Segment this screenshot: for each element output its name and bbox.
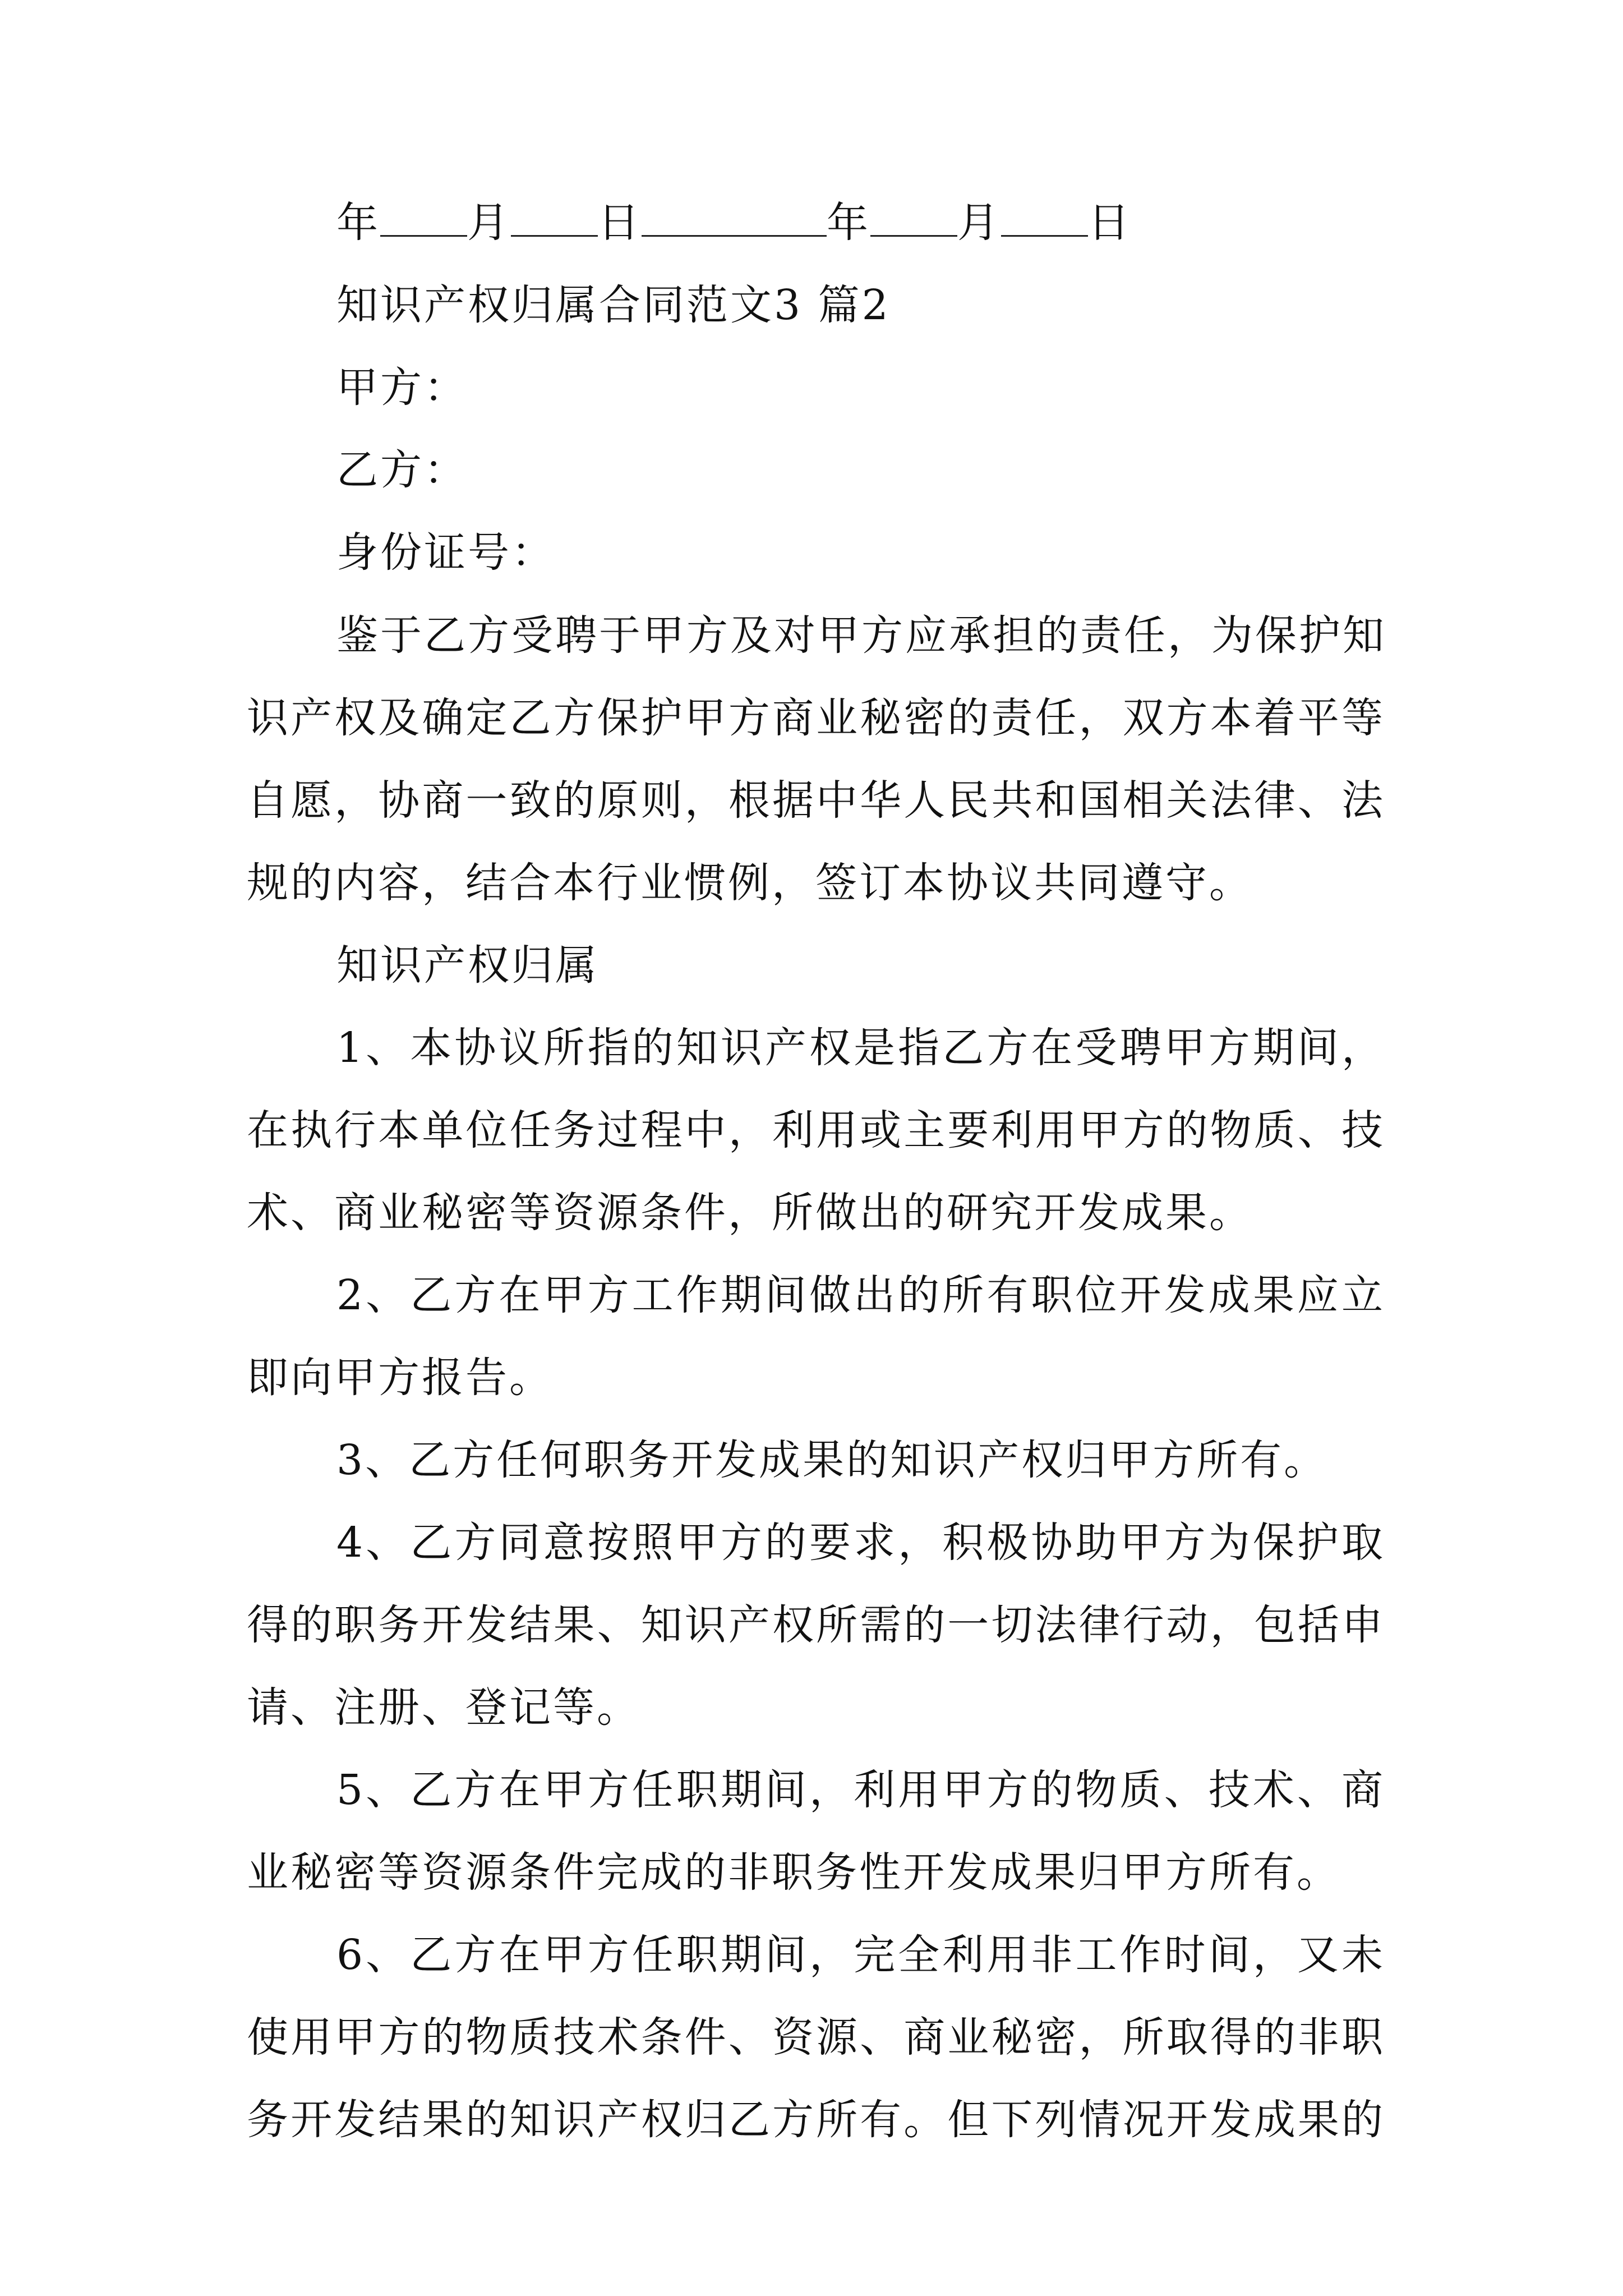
day-label: 日 xyxy=(1088,199,1132,247)
paragraph-line: 自愿，协商一致的原则，根据中华人民共和国相关法律、法 xyxy=(247,776,1385,825)
month-label: 月 xyxy=(467,199,511,247)
id-number-label: 身份证号： xyxy=(336,528,555,577)
document-title: 知识产权归属合同范文3 篇2 xyxy=(336,281,891,329)
party-a-label: 甲方： xyxy=(336,364,468,412)
paragraph-line: 使用甲方的物质技术条件、资源、商业秘密，所取得的非职 xyxy=(247,2013,1385,2062)
paragraph-line: 鉴于乙方受聘于甲方及对甲方应承担的责任，为保护知 xyxy=(336,611,1386,660)
month-label: 月 xyxy=(957,199,1001,247)
paragraph-line: 业秘密等资源条件完成的非职务性开发成果归甲方所有。 xyxy=(247,1848,1340,1897)
day-label: 日 xyxy=(598,199,642,247)
paragraph-line: 规的内容，结合本行业惯例，签订本协议共同遵守。 xyxy=(247,859,1253,907)
signature-date-line xyxy=(336,195,1385,251)
paragraph-line: 即向甲方报告。 xyxy=(247,1354,553,1402)
paragraph-line: 4、乙方同意按照甲方的要求，积极协助甲方为保护取 xyxy=(336,1519,1385,1567)
section-heading: 知识产权归属 xyxy=(336,941,599,990)
year-label: 年 xyxy=(827,199,870,247)
paragraph-line: 2、乙方在甲方工作期间做出的所有职位开发成果应立 xyxy=(336,1271,1385,1319)
paragraph-line: 1、本协议所指的知识产权是指乙方在受聘甲方期间， xyxy=(336,1024,1385,1072)
paragraph-line: 在执行本单位任务过程中，利用或主要利用甲方的物质、技 xyxy=(247,1106,1385,1154)
party-b-label: 乙方： xyxy=(336,446,468,494)
gap-blank xyxy=(642,196,827,237)
paragraph-line: 请、注册、登记等。 xyxy=(247,1683,640,1732)
paragraph-line: 识产权及确定乙方保护甲方商业秘密的责任，双方本着平等 xyxy=(247,694,1385,742)
year-blank xyxy=(870,196,957,237)
paragraph-line: 6、乙方在甲方任职期间，完全利用非工作时间，又未 xyxy=(336,1931,1385,1979)
year-label: 年 xyxy=(336,199,380,247)
year-blank xyxy=(380,196,467,237)
paragraph-line: 5、乙方在甲方任职期间，利用甲方的物质、技术、商 xyxy=(336,1766,1385,1814)
month-blank xyxy=(1001,196,1088,237)
paragraph-line: 务开发结果的知识产权归乙方所有。但下列情况开发成果的 xyxy=(247,2096,1385,2144)
paragraph-line: 3、乙方任何职务开发成果的知识产权归甲方所有。 xyxy=(336,1436,1328,1484)
paragraph-line: 得的职务开发结果、知识产权所需的一切法律行动，包括申 xyxy=(247,1601,1385,1649)
month-blank xyxy=(511,196,598,237)
paragraph-line: 术、商业秘密等资源条件，所做出的研究开发成果。 xyxy=(247,1189,1253,1237)
